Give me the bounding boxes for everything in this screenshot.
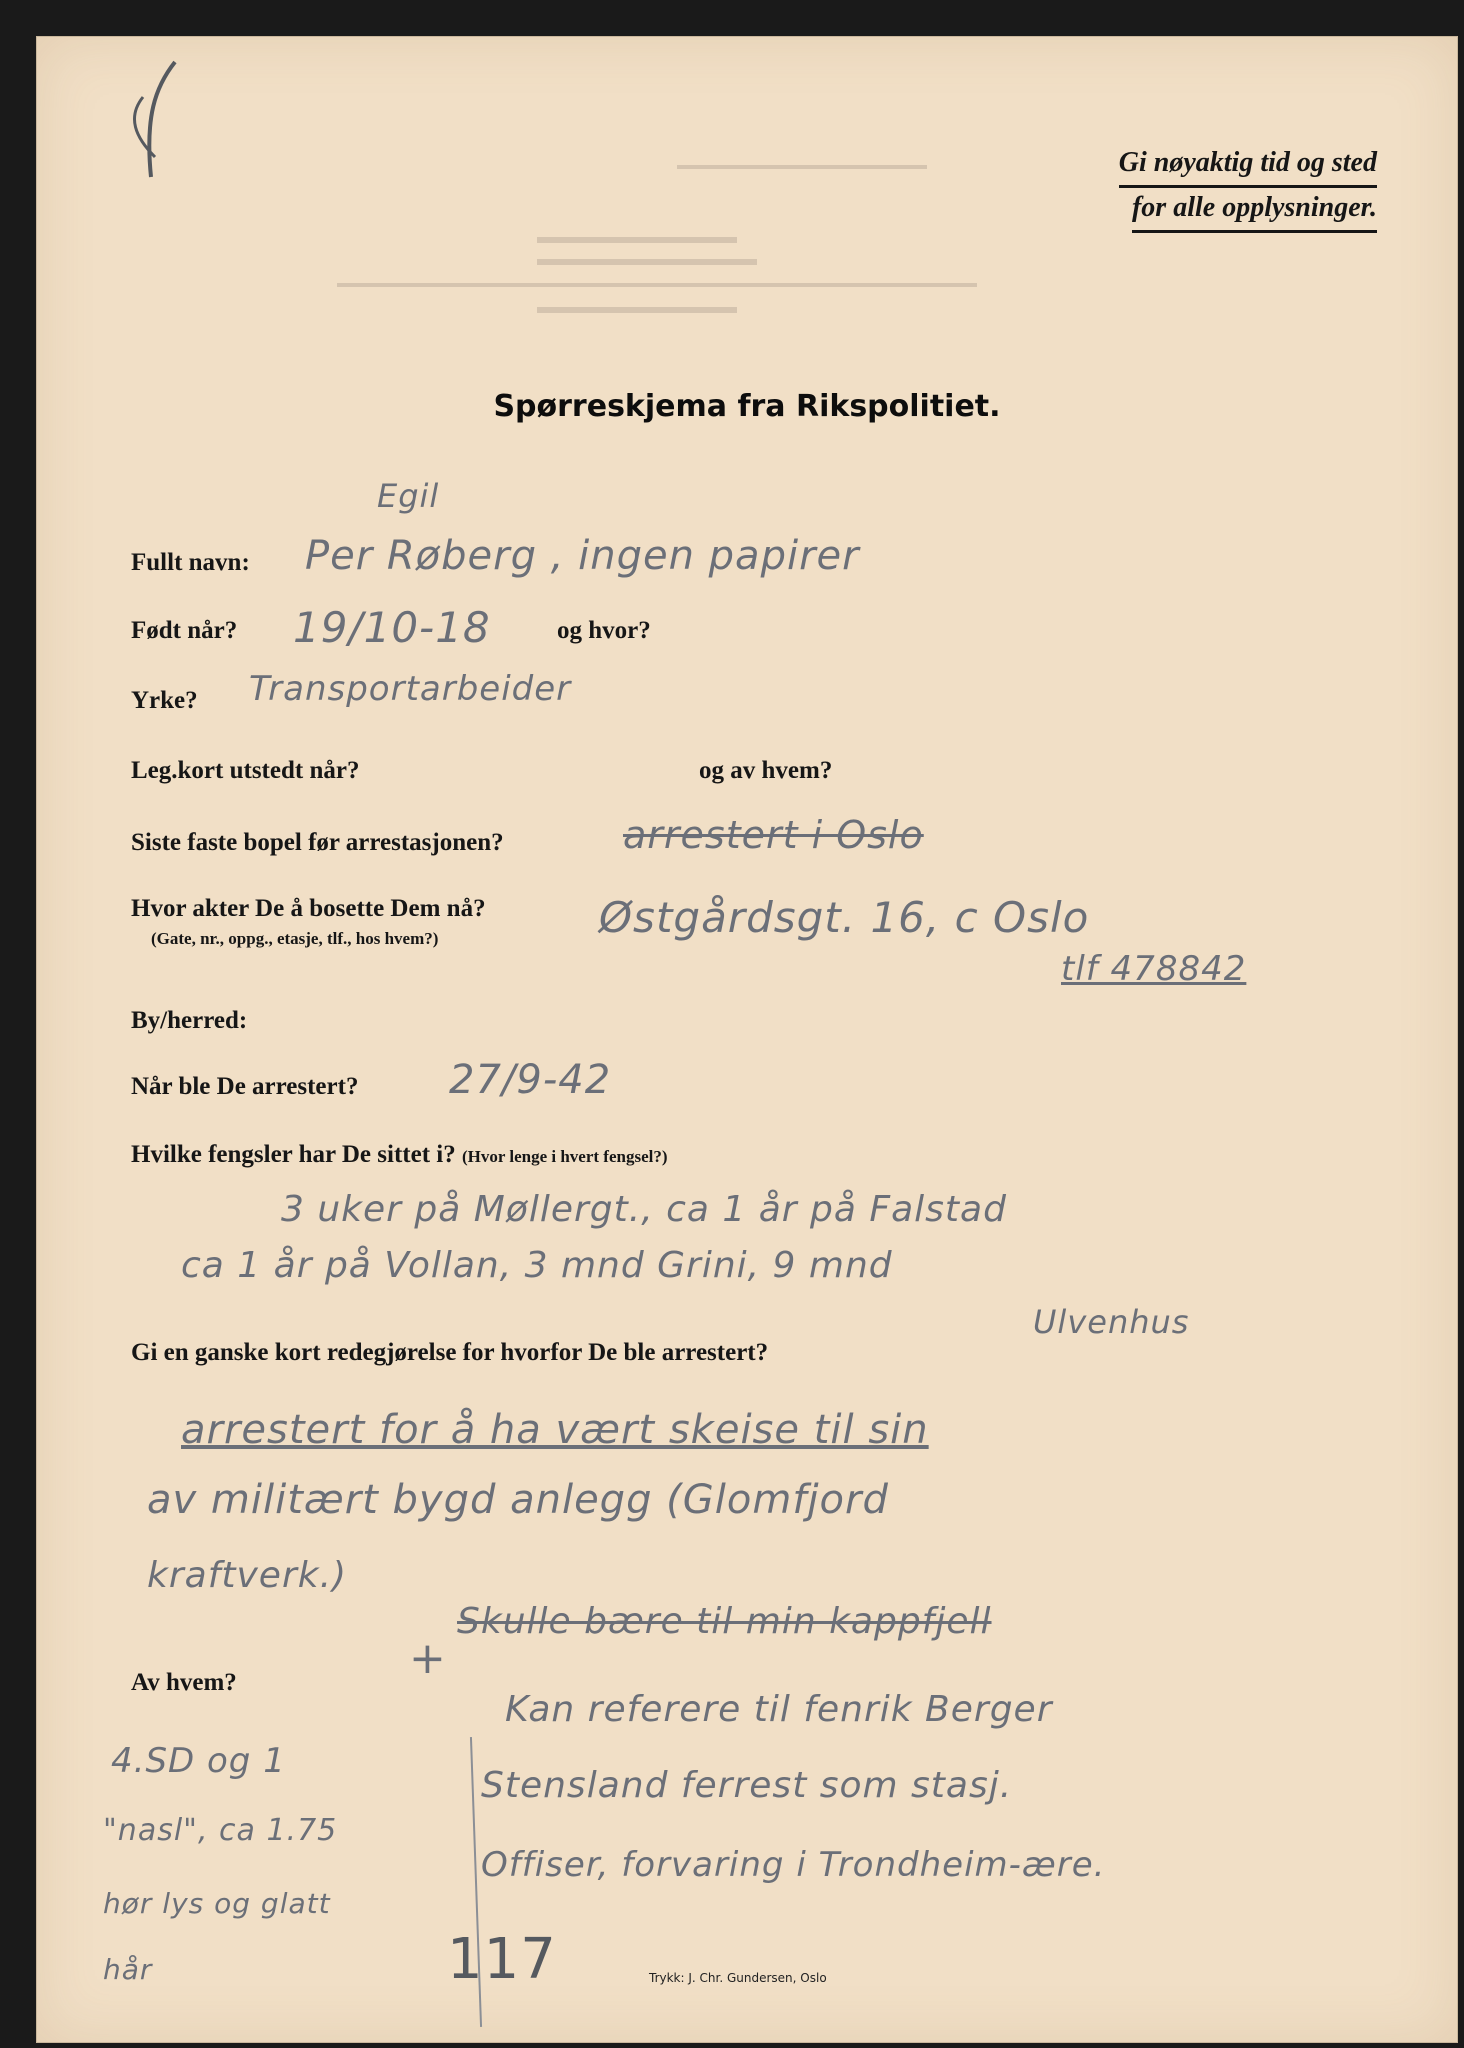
settle-address-handwriting: Østgårdsgt. 16, c Oslo bbox=[599, 893, 1090, 942]
prisons-handwriting-line-1: 3 uker på Møllergt., ca 1 år på Falstad bbox=[281, 1189, 1007, 1230]
full-name-handwriting: Per Røberg , ingen papirer bbox=[305, 533, 860, 579]
page-title: Spørreskjema fra Rikspolitiet. bbox=[493, 389, 1001, 424]
corner-pencil-mark bbox=[115, 57, 205, 187]
name-correction-handwriting: Egil bbox=[377, 477, 440, 515]
margin-note-4: hår bbox=[103, 1953, 153, 1986]
notice-line-2: for alle opplysninger. bbox=[1132, 188, 1377, 233]
arrest-date-handwriting: 27/9-42 bbox=[449, 1057, 612, 1103]
margin-note-1: 4.SD og 1 bbox=[111, 1741, 286, 1781]
page-number-handwriting: 117 bbox=[447, 1927, 557, 1992]
arrest-reason-line-3: kraftverk.) bbox=[147, 1555, 348, 1596]
bleed-through-mark bbox=[537, 259, 757, 265]
id-card-issuer-label: og av hvem? bbox=[699, 757, 833, 784]
bleed-through-mark bbox=[537, 237, 737, 243]
prisons-sub-label: (Hvor lenge i hvert fengsel?) bbox=[461, 1147, 668, 1166]
born-where-label: og hvor? bbox=[557, 617, 651, 644]
arrest-reason-line-2: av militært bygd anlegg (Glomfjord bbox=[147, 1477, 889, 1523]
bleed-through-mark bbox=[337, 283, 977, 287]
id-card-issued-label: Leg.kort utstedt når? bbox=[131, 757, 360, 784]
occupation-label: Yrke? bbox=[131, 687, 198, 714]
arrest-reason-line-1: arrestert for å ha vært skeise til sin bbox=[181, 1407, 929, 1453]
born-date-handwriting: 19/10-18 bbox=[293, 603, 491, 652]
by-whom-label: Av hvem? bbox=[131, 1669, 237, 1696]
margin-note-3: hør lys og glatt bbox=[103, 1887, 331, 1920]
settle-label: Hvor akter De å bosette Dem nå? bbox=[131, 895, 486, 922]
occupation-handwriting: Transportarbeider bbox=[249, 669, 572, 709]
city-label: By/herred: bbox=[131, 1007, 248, 1034]
arrested-when-label: Når ble De arrestert? bbox=[131, 1073, 359, 1100]
questionnaire-page bbox=[36, 36, 1458, 2043]
born-when-label: Født når? bbox=[131, 617, 238, 644]
arrest-reason-label: Gi en ganske kort redegjørelse for hvorfor De ble arrestert? bbox=[131, 1339, 769, 1366]
bleed-through-mark bbox=[677, 165, 927, 169]
by-whom-line-1: Kan referere til fenrik Berger bbox=[505, 1689, 1053, 1730]
by-whom-line-2: Stensland ferrest som stasj. bbox=[481, 1765, 1013, 1806]
bleed-through-mark bbox=[537, 307, 737, 313]
arrest-reason-crossed-out: Skulle bære til min kappfjell bbox=[457, 1601, 992, 1642]
notice-line-1: Gi nøyaktig tid og sted bbox=[1119, 143, 1377, 188]
instruction-notice bbox=[1037, 143, 1377, 233]
settle-sub-label: (Gate, nr., oppg., etasje, tlf., hos hvem?) bbox=[151, 929, 439, 948]
prisons-label bbox=[131, 1141, 668, 1169]
settle-phone-handwriting: tlf 478842 bbox=[1061, 949, 1247, 989]
printer-imprint: Trykk: J. Chr. Gundersen, Oslo bbox=[649, 1971, 827, 1985]
by-whom-line-3: Offiser, forvaring i Trondheim-ære. bbox=[481, 1845, 1106, 1885]
last-address-handwriting: arrestert i Oslo bbox=[623, 813, 924, 857]
plus-mark: + bbox=[409, 1633, 447, 1684]
prisons-label-text: Hvilke fengsler har De sittet i? bbox=[131, 1141, 456, 1168]
full-name-label: Fullt navn: bbox=[131, 549, 250, 576]
prisons-handwriting-line-3: Ulvenhus bbox=[1033, 1303, 1190, 1341]
prisons-handwriting-line-2: ca 1 år på Vollan, 3 mnd Grini, 9 mnd bbox=[181, 1245, 893, 1286]
margin-note-2: "nasl", ca 1.75 bbox=[103, 1813, 338, 1848]
last-address-label: Siste faste bopel før arrestasjonen? bbox=[131, 829, 504, 856]
